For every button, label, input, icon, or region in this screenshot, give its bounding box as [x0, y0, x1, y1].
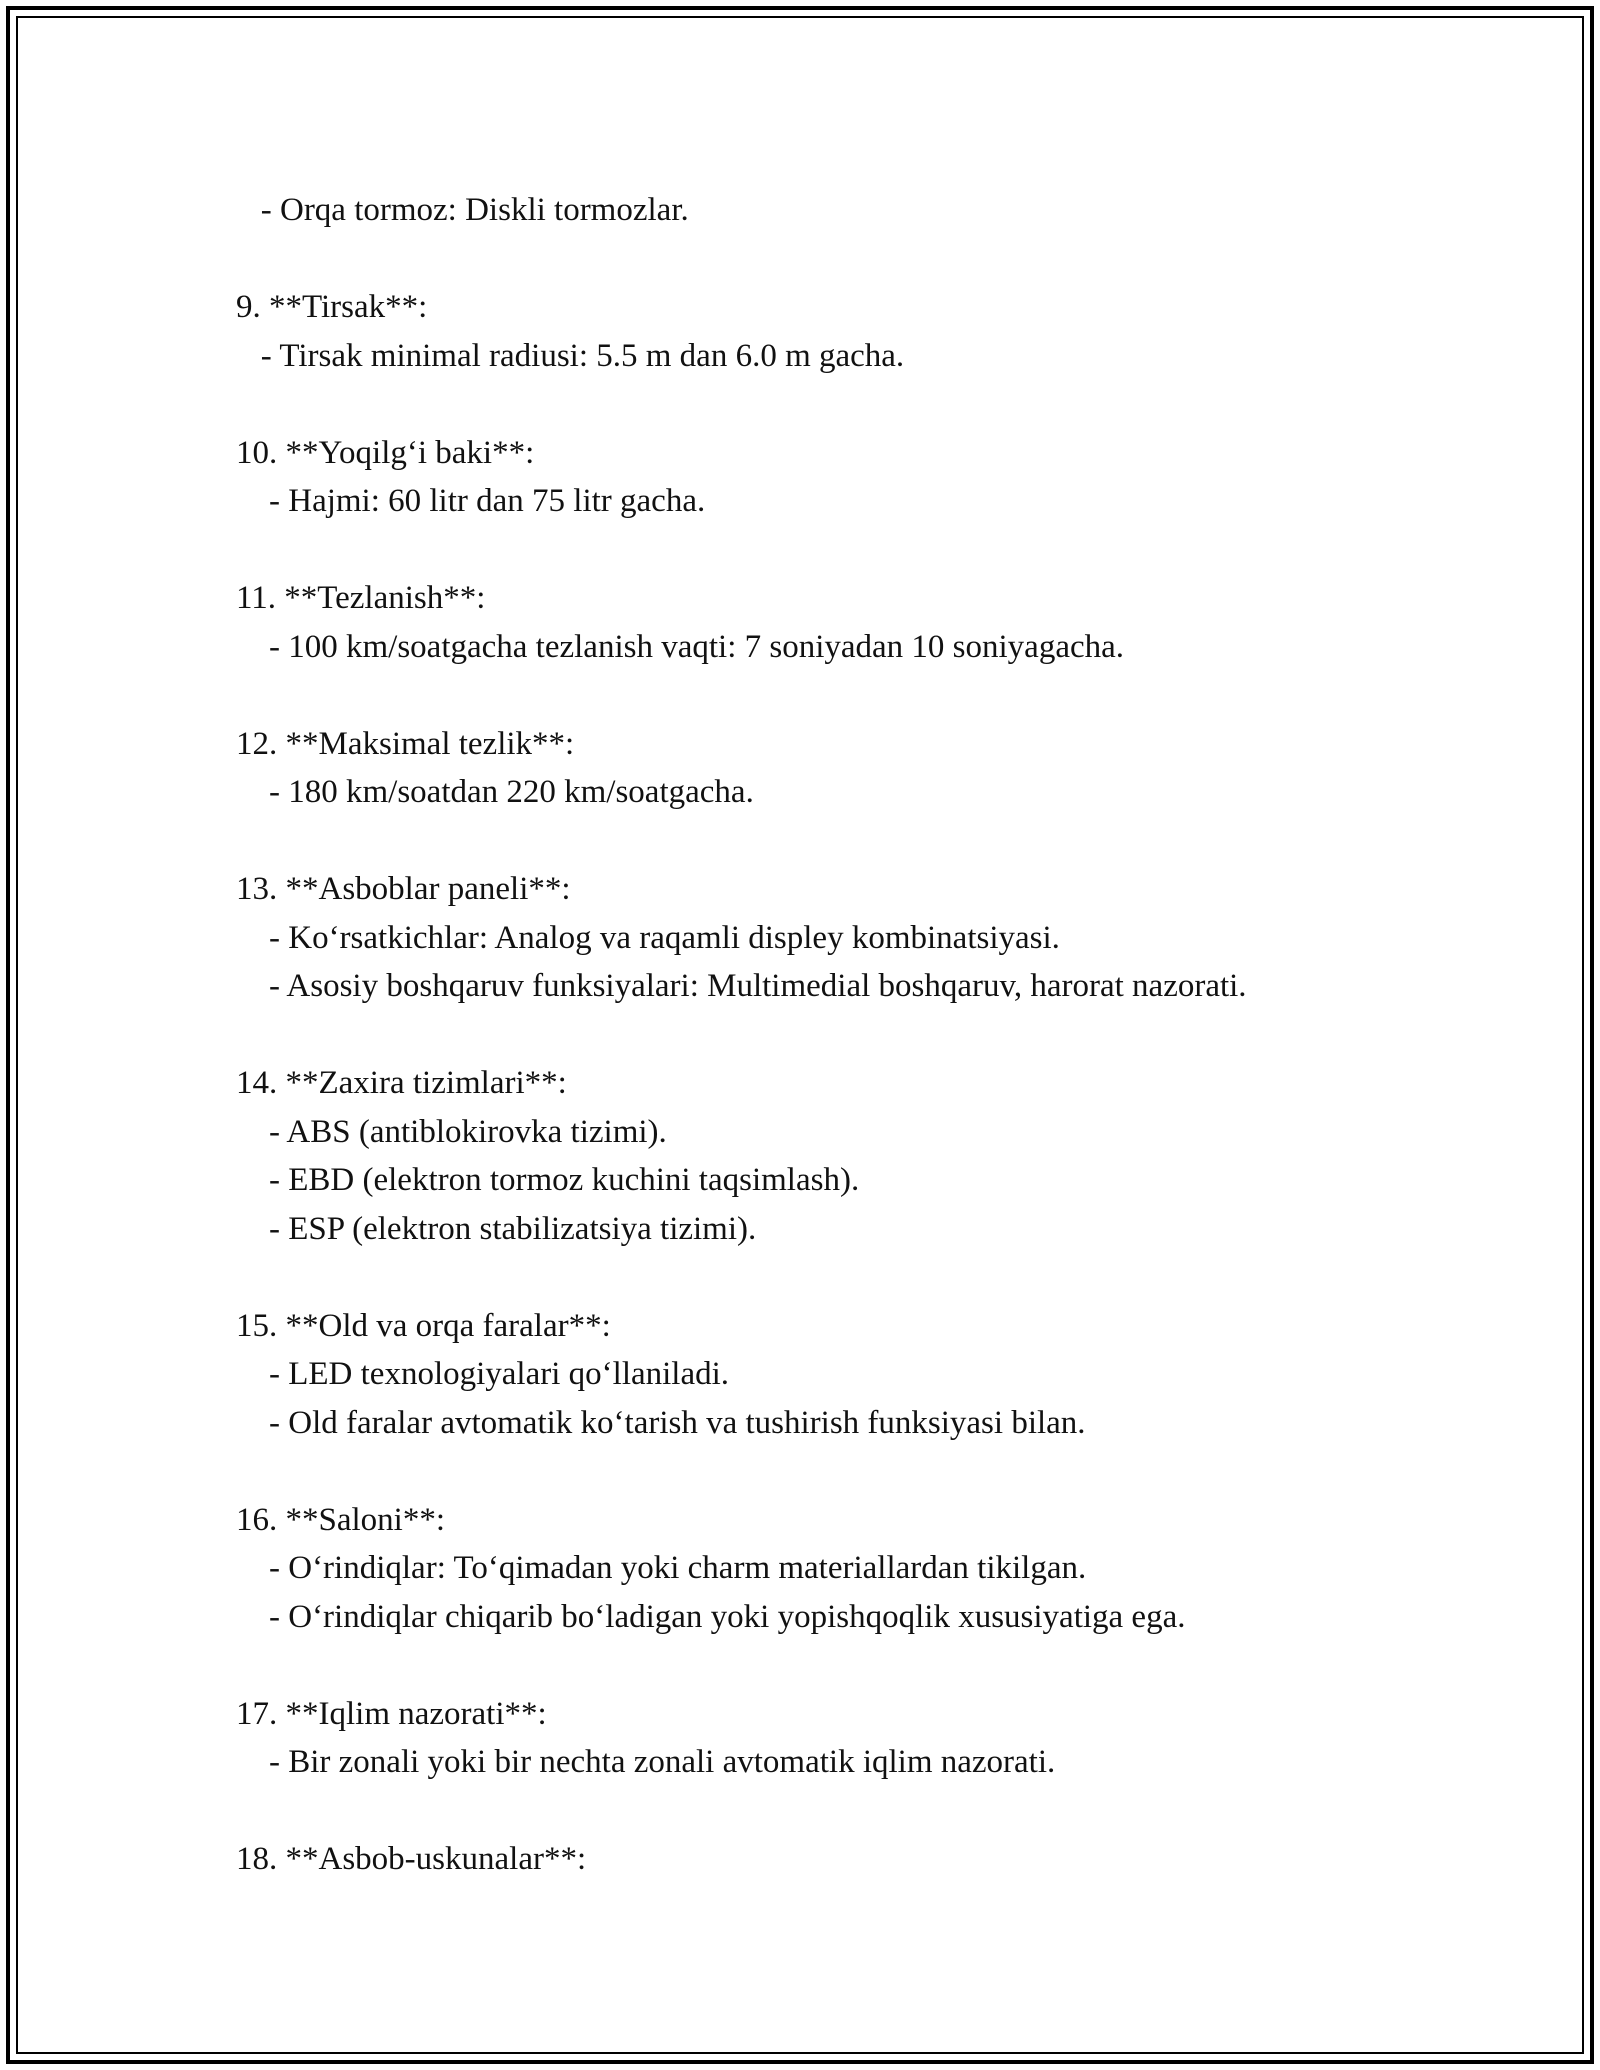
blank-line	[236, 526, 1436, 575]
list-detail: - ESP (elektron stabilizatsiya tizimi).	[236, 1210, 757, 1247]
list-detail: - LED texnologiyalari qo‘llaniladi.	[236, 1356, 730, 1392]
list-detail: - ABS (antiblokirovka tizimi).	[236, 1113, 667, 1150]
blank-line	[236, 817, 1436, 866]
blank-line	[236, 1447, 1436, 1496]
text-line: - Orqa tormoz: Diskli tormozlar.	[236, 192, 689, 228]
blank-line	[236, 380, 1436, 429]
list-detail: - Old faralar avtomatik ko‘tarish va tushirish funksiyasi bilan.	[236, 1404, 1086, 1441]
list-detail: - 100 km/soatgacha tezlanish vaqti: 7 soniyadan 10 soniyagacha.	[236, 628, 1125, 665]
list-detail: - Asosiy boshqaruv funksiyalari: Multimedial boshqaruv, harorat nazorati.	[236, 968, 1247, 1004]
list-heading: 9. **Tirsak**:	[236, 289, 428, 325]
list-heading: 11. **Tezlanish**:	[236, 580, 486, 616]
blank-line	[236, 1641, 1436, 1690]
list-detail: - Tirsak minimal radiusi: 5.5 m dan 6.0 m gacha.	[236, 337, 905, 374]
list-heading: 12. **Maksimal tezlik**:	[236, 725, 575, 762]
list-heading: 16. **Saloni**:	[236, 1501, 446, 1538]
blank-line	[236, 1011, 1436, 1060]
blank-line	[236, 671, 1436, 720]
list-heading: 10. **Yoqilg‘i baki**:	[236, 434, 535, 471]
list-detail: - Hajmi: 60 litr dan 75 litr gacha.	[236, 483, 706, 519]
list-heading: 18. **Asbob-uskunalar**:	[236, 1841, 587, 1877]
list-detail: - EBD (elektron tormoz kuchini taqsimlash).	[236, 1162, 860, 1198]
blank-line	[236, 1787, 1436, 1836]
list-heading: 15. **Old va orqa faralar**:	[236, 1307, 611, 1344]
blank-line	[236, 1253, 1436, 1302]
list-detail: - 180 km/soatdan 220 km/soatgacha.	[236, 774, 754, 810]
list-heading: 14. **Zaxira tizimlari**:	[236, 1065, 567, 1101]
document-body	[236, 186, 1436, 1884]
list-detail: - Bir zonali yoki bir nechta zonali avtomatik iqlim nazorati.	[236, 1744, 1056, 1780]
list-detail: - Ko‘rsatkichlar: Analog va raqamli displey kombinatsiyasi.	[236, 919, 1060, 956]
blank-line	[236, 235, 1436, 284]
list-detail: - O‘rindiqlar: To‘qimadan yoki charm materiallardan tikilgan.	[236, 1550, 1087, 1586]
list-heading: 13. **Asboblar paneli**:	[236, 871, 571, 907]
list-heading: 17. **Iqlim nazorati**:	[236, 1695, 547, 1732]
list-detail: - O‘rindiqlar chiqarib bo‘ladigan yoki yopishqoqlik xususiyatiga ega.	[236, 1598, 1186, 1635]
